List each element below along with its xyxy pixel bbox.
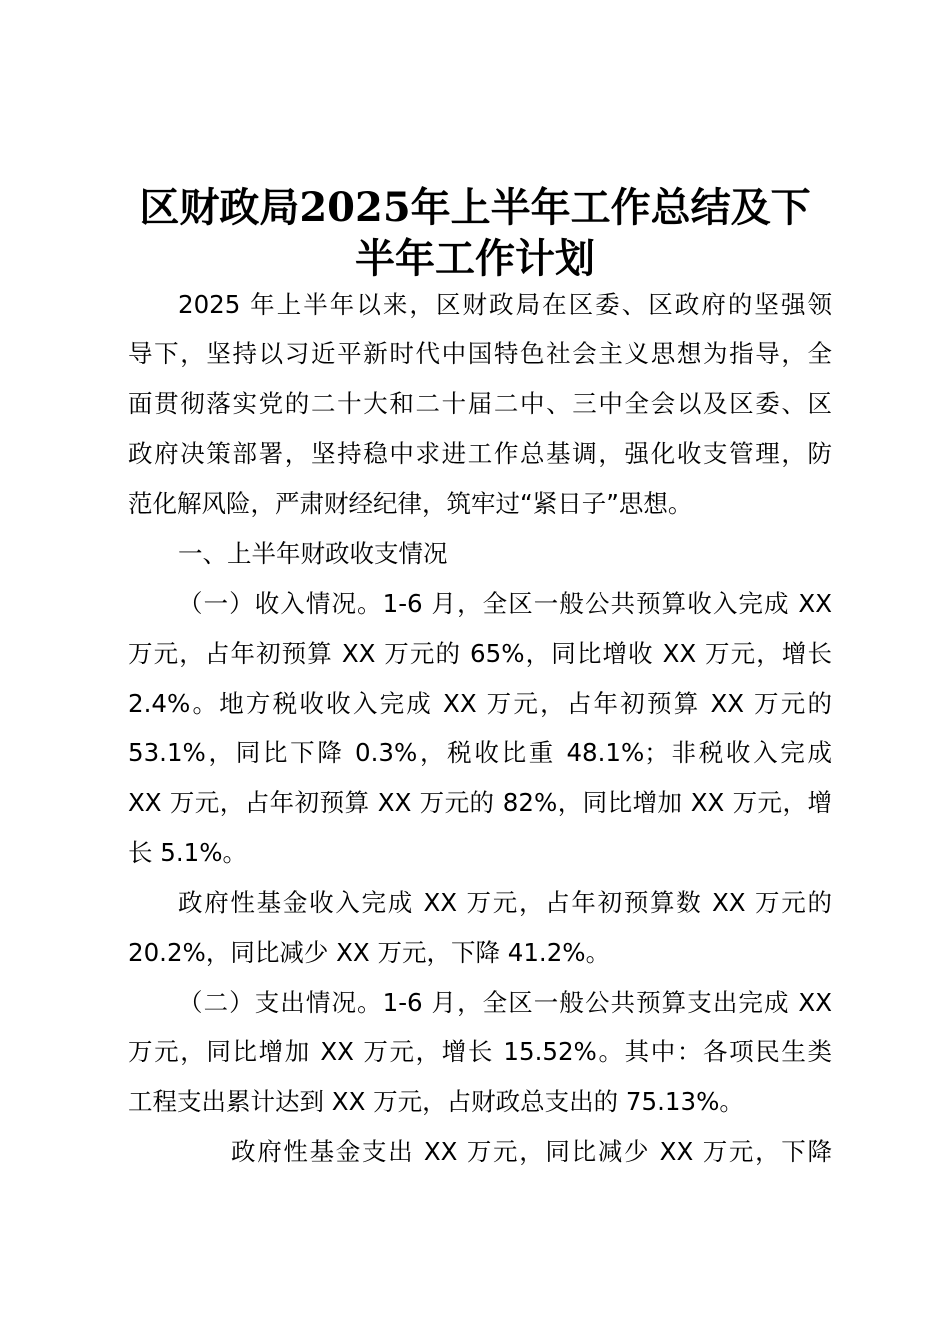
text-line: 范化解风险，严肃财经纪律，筑牢过“紧日子”思想。 [128, 489, 693, 518]
text-line: 政府决策部署，坚持稳中求进工作总基调，强化收支管理，防 [128, 439, 832, 468]
text-line: （一）收入情况。1-6 月，全区一般公共预算收入完成 XX [178, 589, 832, 618]
text-line: 工程支出累计达到 XX 万元，占财政总支出的 75.13%。 [128, 1087, 744, 1116]
text-line: 面贯彻落实党的二十大和二十届二中、三中全会以及区委、区 [128, 389, 832, 418]
text-line: 政府性基金支出 XX 万元，同比减少 XX 万元，下降 [231, 1137, 832, 1166]
text-line: 政府性基金收入完成 XX 万元，占年初预算数 XX 万元的 [178, 888, 832, 917]
text-line: 长 5.1%。 [128, 838, 248, 867]
text-line: 53.1%，同比下降 0.3%，税收比重 48.1%；非税收入完成 [128, 738, 832, 767]
text-line: XX 万元，占年初预算 XX 万元的 82%，同比增加 XX 万元，增 [128, 788, 832, 817]
text-line: 20.2%，同比减少 XX 万元，下降 41.2%。 [128, 938, 611, 967]
text-line: 万元，占年初预算 XX 万元的 65%，同比增收 XX 万元，增长 [128, 639, 832, 668]
text-line: 2025 年上半年以来，区财政局在区委、区政府的坚强领 [178, 290, 832, 319]
text-line: 导下，坚持以习近平新时代中国特色社会主义思想为指导，全 [128, 339, 832, 368]
text-line: 2.4%。地方税收收入完成 XX 万元，占年初预算 XX 万元的 [128, 689, 832, 718]
document-title-line-1: 区财政局2025年上半年工作总结及下 [139, 184, 811, 231]
text-line: （二）支出情况。1-6 月，全区一般公共预算支出完成 XX [178, 988, 832, 1017]
text-line: 万元，同比增加 XX 万元，增长 15.52%。其中：各项民生类 [128, 1037, 832, 1066]
document-title-line-2: 半年工作计划 [355, 235, 595, 282]
section-heading: 一、上半年财政收支情况 [178, 539, 448, 568]
